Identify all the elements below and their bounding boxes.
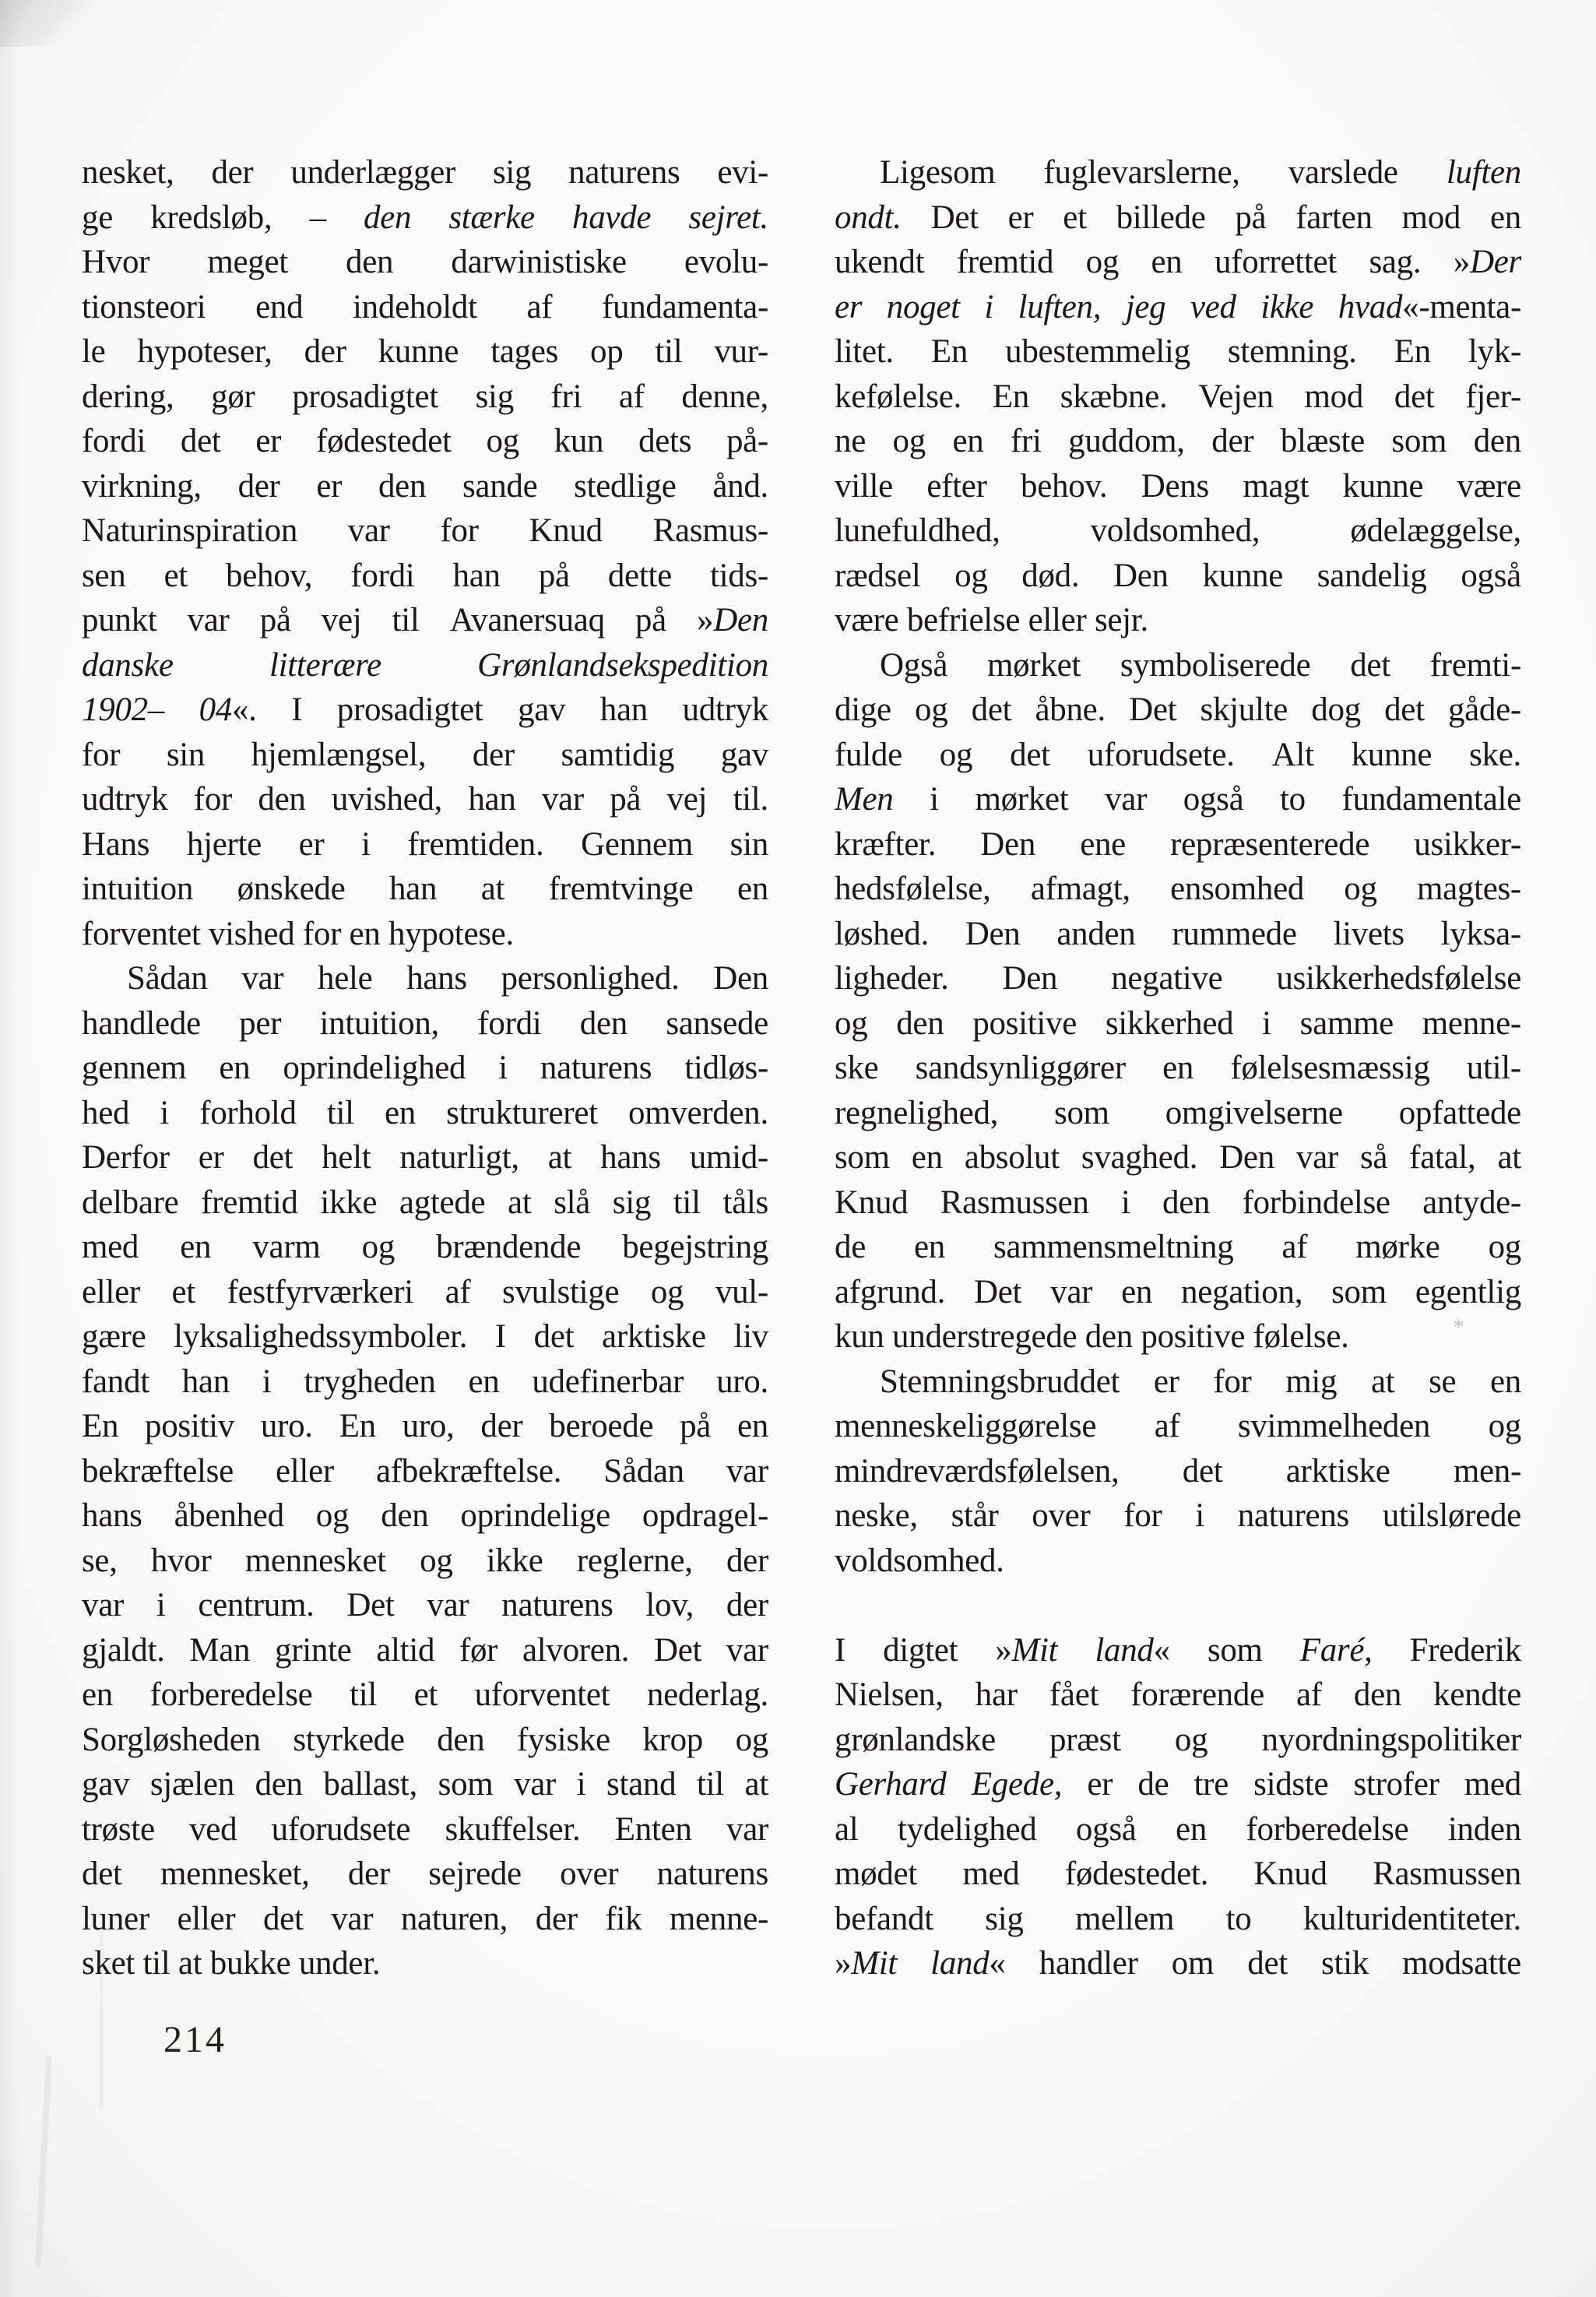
text-line: rædsel og død. Den kunne sandelig også xyxy=(835,557,1521,594)
scan-smudge-top-left xyxy=(0,0,109,47)
text-line: nesket, der underlægger sig naturens evi- xyxy=(82,154,768,191)
text-line: med en varm og brændende begejstring xyxy=(82,1229,768,1265)
text-line: regnelighed, som omgivelserne opfattede xyxy=(835,1094,1521,1131)
text-line: voldsomhed. xyxy=(835,1542,1004,1579)
text-line: grønlandske præst og nyordningspolitiker xyxy=(835,1721,1521,1758)
text-line: sket til at bukke under. xyxy=(82,1945,381,1982)
text-line: kun understregede den positive følelse. xyxy=(835,1318,1349,1355)
text-line: menneskeliggørelse af svimmelheden og xyxy=(835,1408,1521,1444)
text-line: En positiv uro. En uro, der beroede på en xyxy=(82,1408,768,1444)
text-line: være befrielse eller sejr. xyxy=(835,602,1148,638)
text-line: fulde og det uforudsete. Alt kunne ske. xyxy=(835,736,1521,773)
text-line: hedsfølelse, afmagt, ensomhed og magtes- xyxy=(835,871,1521,907)
text-line: delbare fremtid ikke agtede at slå sig til tåls xyxy=(82,1184,768,1221)
text-line: 1902– 04«. I prosadigtet gav han udtryk xyxy=(82,691,768,728)
text-line: Hans hjerte er i fremtiden. Gennem sin xyxy=(82,825,768,863)
text-line: handlede per intuition, fordi den sansede xyxy=(82,1004,768,1042)
text-line: Stemningsbruddet er for mig at se en xyxy=(880,1363,1521,1400)
text-line: udtryk for den uvished, han var på vej til. xyxy=(82,781,768,818)
text-line: for sin hjemlængsel, der samtidig gav xyxy=(82,736,768,773)
text-line: Men i mørket var også to fundamentale xyxy=(835,781,1521,818)
text-line: kræfter. Den ene repræsenterede usikker- xyxy=(835,825,1521,863)
text-line: Ligesom fuglevarslerne, varslede luften xyxy=(880,154,1521,191)
text-line: Hvor meget den darwinistiske evolu- xyxy=(82,244,768,280)
text-line: al tydelighed også en forberedelse inden xyxy=(835,1810,1521,1848)
text-line: Sådan var hele hans personlighed. Den xyxy=(127,960,768,997)
text-line: le hypoteser, der kunne tages op til vur- xyxy=(82,333,768,370)
text-column-left xyxy=(82,150,768,1986)
page-number: 214 xyxy=(163,2019,227,2060)
text-line: som en absolut svaghed. Den var så fatal, at xyxy=(835,1139,1521,1176)
text-line: bekræftelse eller afbekræftelse. Sådan var xyxy=(82,1452,768,1490)
text-line: intuition ønskede han at fremtvinge en xyxy=(82,871,768,907)
text-line: hed i forhold til en struktureret omverden. xyxy=(82,1094,768,1131)
text-line: en forberedelse til et uforventet nederlag. xyxy=(82,1676,768,1713)
text-line: gennem en oprindelighed i naturens tidløs- xyxy=(82,1050,768,1086)
text-line: Gerhard Egede, er de tre sidste strofer med xyxy=(835,1766,1521,1803)
text-line: ville efter behov. Dens magt kunne være xyxy=(835,467,1521,505)
text-line: mindreværdsfølelsen, det arktiske men- xyxy=(835,1452,1521,1490)
text-line: ske sandsynliggører en følelsesmæssig util- xyxy=(835,1050,1521,1086)
text-line: mødet med fødestedet. Knud Rasmussen xyxy=(835,1856,1521,1892)
text-line: trøste ved uforudsete skuffelser. Enten var xyxy=(82,1810,768,1848)
text-line: var i centrum. Det var naturens lov, der xyxy=(82,1587,768,1623)
text-line: afgrund. Det var en negation, som egentlig xyxy=(835,1273,1521,1310)
text-line: ukendt fremtid og en uforrettet sag. »Der xyxy=(835,244,1521,280)
text-line: gjaldt. Man grinte altid før alvoren. Det var xyxy=(82,1631,768,1669)
text-line: Knud Rasmussen i den forbindelse antyde- xyxy=(835,1184,1521,1221)
text-line: de en sammensmeltning af mørke og xyxy=(835,1229,1521,1265)
text-line: fandt han i trygheden en udefinerbar uro. xyxy=(82,1363,768,1400)
text-line: det mennesket, der sejrede over naturens xyxy=(82,1856,768,1892)
text-line: tionsteori end indeholdt af fundamenta- xyxy=(82,288,768,325)
text-line: fordi det er fødestedet og kun dets på- xyxy=(82,423,768,459)
text-line: »Mit land« handler om det stik modsatte xyxy=(835,1945,1521,1982)
text-line: forventet vished for en hypotese. xyxy=(82,915,514,952)
text-line: danske litterære Grønlandsekspedition xyxy=(82,646,768,684)
text-line: kefølelse. En skæbne. Vejen mod det fjer- xyxy=(835,378,1521,415)
text-line: luner eller det var naturen, der fik menne- xyxy=(82,1900,768,1937)
text-line: se, hvor mennesket og ikke reglerne, der xyxy=(82,1542,768,1579)
scan-smudge-left-edge xyxy=(0,0,20,2297)
text-line: virkning, der er den sande stedlige ånd. xyxy=(82,467,768,505)
text-line: befandt sig mellem to kulturidentiteter. xyxy=(835,1900,1521,1937)
text-line: ne og en fri guddom, der blæste som den xyxy=(835,423,1521,459)
text-line: litet. En ubestemmelig stemning. En lyk- xyxy=(835,333,1521,370)
text-line: gære lyksalighedssymboler. I det arktiske liv xyxy=(82,1318,768,1355)
text-line: gav sjælen den ballast, som var i stand til at xyxy=(82,1766,768,1803)
scan-smudge-bottom-left xyxy=(35,2056,52,2266)
text-line: eller et festfyrværkeri af svulstige og vul- xyxy=(82,1273,768,1310)
text-line: neske, står over for i naturens utilslørede xyxy=(835,1497,1521,1534)
text-line: dering, gør prosadigtet sig fri af denne, xyxy=(82,378,768,415)
text-line: Naturinspiration var for Knud Rasmus- xyxy=(82,512,768,549)
text-line: Også mørket symboliserede det fremti- xyxy=(880,646,1521,684)
text-line: dige og det åbne. Det skjulte dog det gåde- xyxy=(835,691,1521,728)
text-line: Sorgløsheden styrkede den fysiske krop og xyxy=(82,1721,768,1758)
text-line: ligheder. Den negative usikkerhedsfølelse xyxy=(835,960,1521,997)
paragraph-gap xyxy=(835,1583,1521,1628)
text-line: Derfor er det helt naturligt, at hans umid- xyxy=(82,1139,768,1176)
text-line: hans åbenhed og den oprindelige opdragel- xyxy=(82,1497,768,1534)
text-line: ge kredsløb, – den stærke havde sejret. xyxy=(82,199,768,236)
scan-artifact-mark: * xyxy=(1453,1314,1464,1340)
text-line: I digtet »Mit land« som Faré, Frederik xyxy=(835,1631,1521,1669)
text-line: ondt. Det er et billede på farten mod en xyxy=(835,199,1521,236)
text-line: løshed. Den anden rummede livets lyksa- xyxy=(835,915,1521,952)
text-line: sen et behov, fordi han på dette tids- xyxy=(82,557,768,594)
text-line: er noget i luften, jeg ved ikke hvad«-menta- xyxy=(835,288,1521,325)
text-line: lunefuldhed, voldsomhed, ødelæggelse, xyxy=(835,512,1521,549)
text-column-right xyxy=(835,150,1521,1986)
text-line: og den positive sikkerhed i samme menne- xyxy=(835,1004,1521,1042)
text-line: punkt var på vej til Avanersuaq på »Den xyxy=(82,602,768,638)
text-line: Nielsen, har fået forærende af den kendte xyxy=(835,1676,1521,1713)
